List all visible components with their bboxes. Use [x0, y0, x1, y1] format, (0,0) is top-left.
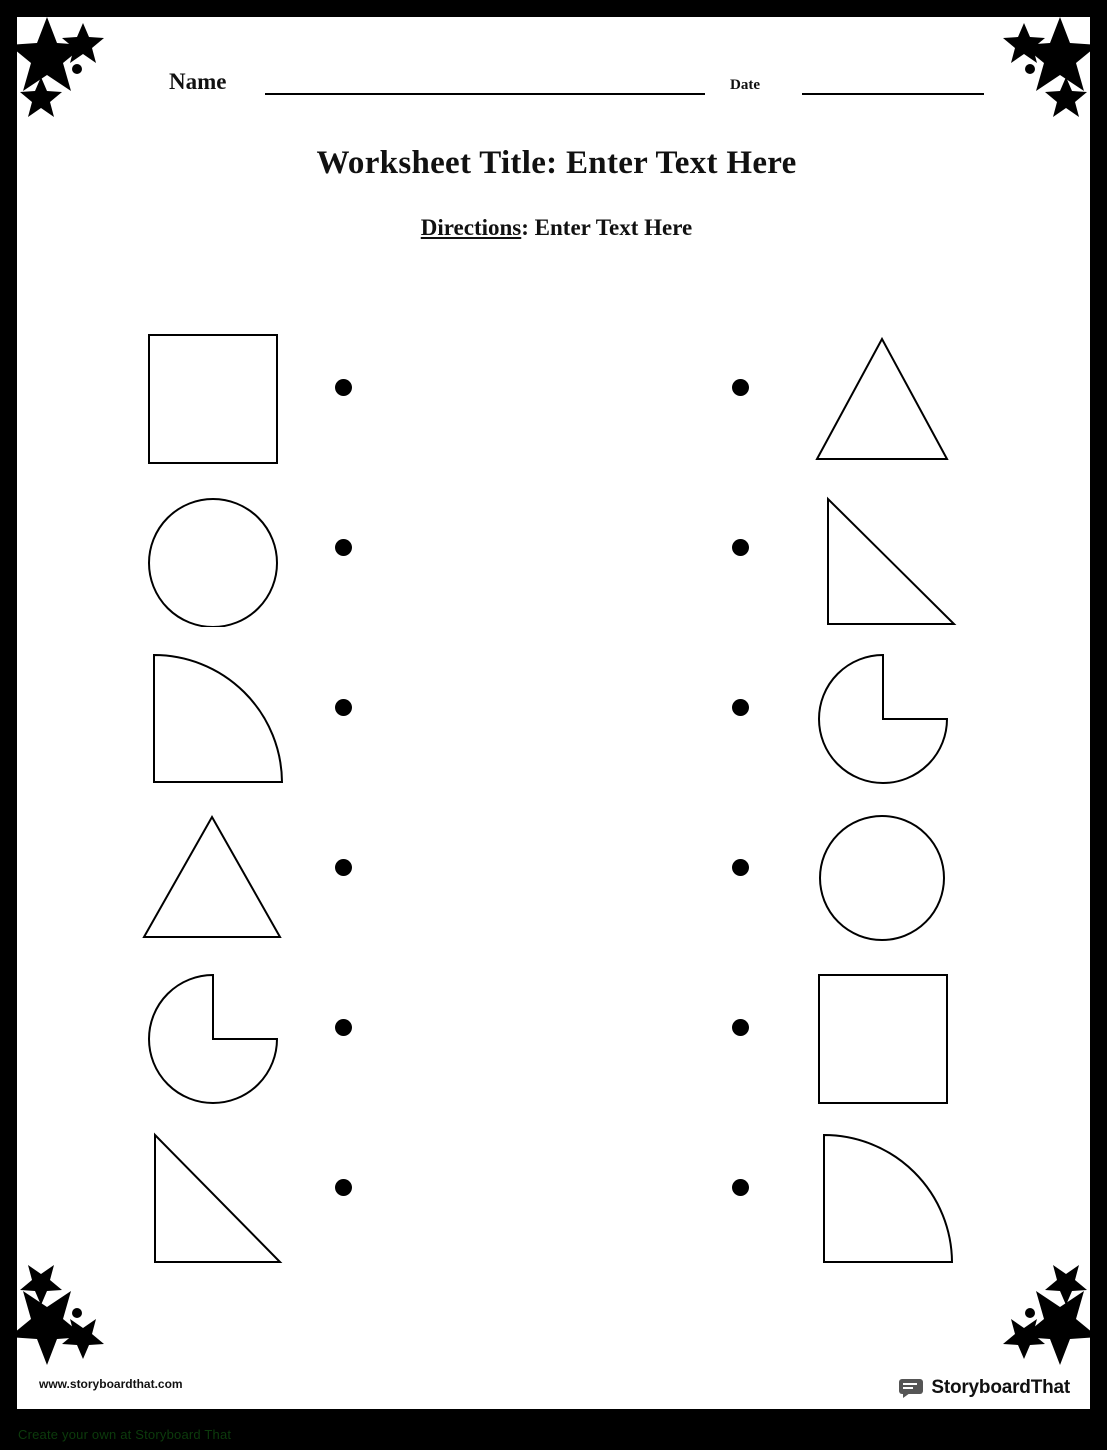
- left-connector-dot[interactable]: [335, 539, 352, 556]
- brand-logo[interactable]: [898, 1377, 1070, 1399]
- page-title[interactable]: Worksheet Title: Enter Text Here: [316, 145, 797, 181]
- right-connector-dot[interactable]: [732, 379, 749, 396]
- left-shape-quarter-circle[interactable]: [132, 627, 292, 787]
- star-cluster-bottom-right-icon: [970, 1261, 1090, 1371]
- star-cluster-top-left-icon: [17, 17, 137, 127]
- right-shape-square[interactable]: [802, 947, 962, 1107]
- brand-name: StoryboardThat: [931, 1377, 1070, 1398]
- right-shape-triangle[interactable]: [802, 307, 962, 467]
- directions-line: [17, 215, 1093, 241]
- name-label: Name: [169, 69, 227, 94]
- date-label: Date: [730, 77, 760, 93]
- table-row: [17, 947, 1093, 1107]
- left-shape-circle[interactable]: [132, 467, 292, 627]
- directions-label: Directions: [420, 215, 522, 240]
- left-shape-triangle[interactable]: [132, 787, 292, 947]
- left-connector-dot[interactable]: [335, 1019, 352, 1036]
- star-cluster-top-right-icon: [970, 17, 1090, 127]
- directions-text[interactable]: : Enter Text Here: [521, 215, 693, 240]
- right-connector-dot[interactable]: [732, 539, 749, 556]
- table-row: [17, 1107, 1093, 1267]
- worksheet-sheet: [14, 14, 1093, 1412]
- speech-bubble-icon: [898, 1378, 924, 1398]
- right-shape-circle[interactable]: [802, 787, 962, 947]
- right-connector-dot[interactable]: [732, 699, 749, 716]
- table-row: [17, 627, 1093, 787]
- right-connector-dot[interactable]: [732, 1179, 749, 1196]
- left-shape-three-quarter-circle[interactable]: [132, 947, 292, 1107]
- table-row: [17, 787, 1093, 947]
- table-row: [17, 307, 1093, 467]
- left-shape-right-triangle[interactable]: [132, 1107, 292, 1267]
- footer-url[interactable]: www.storyboardthat.com: [39, 1377, 183, 1391]
- left-connector-dot[interactable]: [335, 1179, 352, 1196]
- star-cluster-bottom-left-icon: [17, 1261, 137, 1371]
- left-shape-square[interactable]: [132, 307, 292, 467]
- matching-grid: [17, 307, 1093, 1267]
- left-connector-dot[interactable]: [335, 699, 352, 716]
- right-shape-three-quarter-circle[interactable]: [802, 627, 962, 787]
- name-input-line[interactable]: [265, 93, 705, 95]
- bottom-strip-text: Create your own at Storyboard That: [18, 1427, 232, 1442]
- left-connector-dot[interactable]: [335, 379, 352, 396]
- right-shape-right-triangle[interactable]: [802, 467, 962, 627]
- date-input-line[interactable]: [802, 93, 984, 95]
- table-row: [17, 467, 1093, 627]
- right-shape-quarter-circle[interactable]: [802, 1107, 962, 1267]
- right-connector-dot[interactable]: [732, 1019, 749, 1036]
- left-connector-dot[interactable]: [335, 859, 352, 876]
- right-connector-dot[interactable]: [732, 859, 749, 876]
